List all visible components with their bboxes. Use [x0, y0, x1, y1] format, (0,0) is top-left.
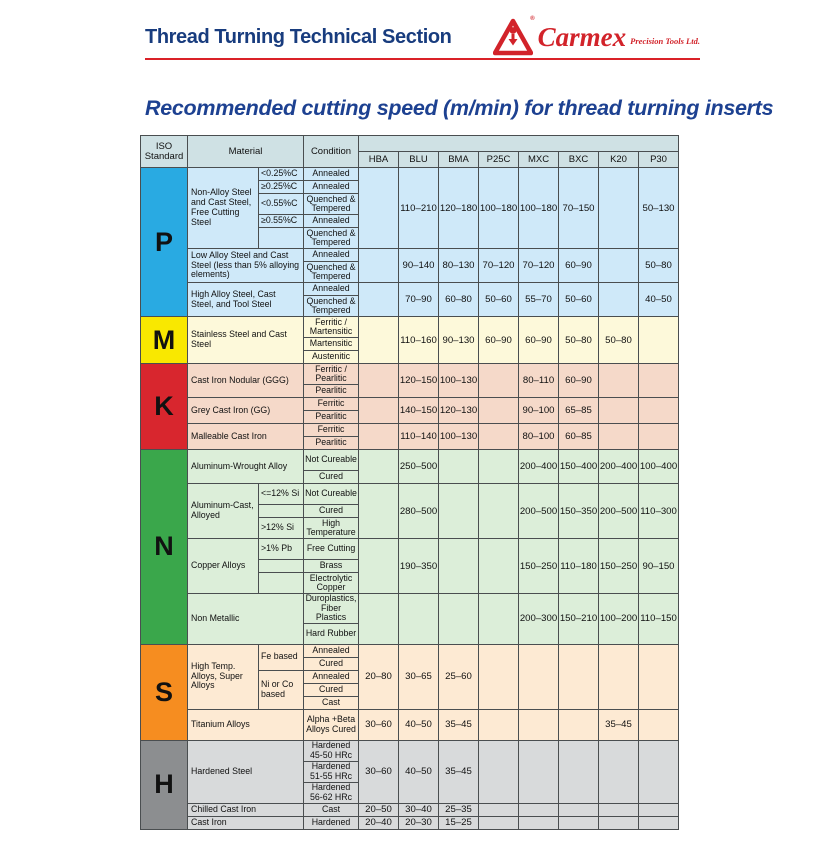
condition-cell: Not Cureable — [304, 450, 359, 471]
condition-cell: Hard Rubber — [304, 623, 359, 644]
material-cell: Copper Alloys — [188, 539, 259, 594]
value-cell: 25–60 — [439, 644, 479, 709]
value-cell — [439, 539, 479, 594]
condition-cell: Martensitic — [304, 338, 359, 351]
value-cell: 40–50 — [399, 740, 439, 803]
value-cell: 100–180 — [519, 168, 559, 249]
value-cell: 60–90 — [519, 317, 559, 364]
condition-cell: Annealed — [304, 644, 359, 657]
value-cell: 100–130 — [439, 424, 479, 450]
value-cell: 50–80 — [559, 317, 599, 364]
value-cell — [519, 816, 559, 829]
iso-letter-cell: M — [141, 317, 188, 364]
value-cell — [639, 317, 679, 364]
condition-cell: Pearlitic — [304, 437, 359, 450]
value-cell: 80–130 — [439, 249, 479, 283]
value-cell: 60–90 — [479, 317, 519, 364]
brand-suffix: Precision Tools Ltd. — [630, 36, 700, 46]
grade-header: P25C — [479, 152, 519, 168]
value-cell — [559, 803, 599, 816]
material-cell: Cast Iron Nodular (GGG) — [188, 364, 304, 398]
value-cell — [359, 594, 399, 645]
value-cell: 30–60 — [359, 709, 399, 740]
condition-cell: Annealed — [304, 168, 359, 181]
value-cell: 50–80 — [599, 317, 639, 364]
condition-cell: Ferritic — [304, 424, 359, 437]
header-divider-rule — [145, 58, 700, 60]
value-cell: 110–140 — [399, 424, 439, 450]
material-cell: High Temp. Alloys, Super Alloys — [188, 644, 259, 709]
value-cell: 60–80 — [439, 283, 479, 317]
submaterial-cell: <0.55%C — [259, 194, 304, 215]
value-cell — [359, 283, 399, 317]
value-cell: 120–150 — [399, 364, 439, 398]
condition-cell: Electrolytic Copper — [304, 573, 359, 594]
value-cell — [479, 644, 519, 709]
value-cell — [599, 364, 639, 398]
value-cell — [559, 740, 599, 803]
material-cell: Titanium Alloys — [188, 709, 304, 740]
value-cell: 100–130 — [439, 364, 479, 398]
value-cell — [479, 539, 519, 594]
value-cell: 20–30 — [399, 816, 439, 829]
value-cell — [479, 594, 519, 645]
condition-cell: Annealed — [304, 249, 359, 262]
value-cell: 120–180 — [439, 168, 479, 249]
value-cell — [639, 709, 679, 740]
value-cell: 190–350 — [399, 539, 439, 594]
value-cell: 90–100 — [519, 398, 559, 424]
value-cell: 100–400 — [639, 450, 679, 484]
condition-cell: Annealed — [304, 283, 359, 296]
condition-cell: Hardened 51-55 HRc — [304, 761, 359, 782]
value-cell: 280–500 — [399, 484, 439, 539]
value-cell: 30–60 — [359, 740, 399, 803]
material-cell: Chilled Cast Iron — [188, 803, 304, 816]
submaterial-cell: ≥0.55%C — [259, 215, 304, 228]
condition-cell: Pearlitic — [304, 411, 359, 424]
value-cell — [439, 594, 479, 645]
value-cell: 110–180 — [559, 539, 599, 594]
submaterial-cell — [259, 573, 304, 594]
iso-letter-cell: K — [141, 364, 188, 450]
material-cell: Low Alloy Steel and Cast Steel (less than 5% alloying elements) — [188, 249, 304, 283]
condition-cell: Cast — [304, 696, 359, 709]
value-cell: 35–45 — [599, 709, 639, 740]
value-cell — [359, 398, 399, 424]
iso-letter-cell: N — [141, 450, 188, 645]
material-cell: Grey Cast Iron (GG) — [188, 398, 304, 424]
value-cell — [599, 740, 639, 803]
material-cell: Hardened Steel — [188, 740, 304, 803]
page-header-title: Thread Turning Technical Section — [145, 26, 452, 48]
value-cell: 110–210 — [399, 168, 439, 249]
value-cell — [479, 803, 519, 816]
condition-cell: Austenitic — [304, 351, 359, 364]
value-cell — [599, 816, 639, 829]
value-cell — [639, 424, 679, 450]
value-cell: 150–350 — [559, 484, 599, 539]
condition-cell: High Temperature — [304, 518, 359, 539]
material-header: Material — [188, 136, 304, 168]
value-cell: 70–150 — [559, 168, 599, 249]
value-cell — [359, 317, 399, 364]
value-cell — [479, 484, 519, 539]
value-cell — [559, 709, 599, 740]
material-cell: High Alloy Steel, Cast Steel, and Tool Steel — [188, 283, 304, 317]
value-cell — [599, 644, 639, 709]
condition-cell: Quenched & Tempered — [304, 194, 359, 215]
submaterial-cell: ≥0.25%C — [259, 181, 304, 194]
condition-cell: Hardened 56-62 HRc — [304, 782, 359, 803]
value-cell: 25–35 — [439, 803, 479, 816]
value-cell: 200–400 — [519, 450, 559, 484]
submaterial-cell: >12% Si — [259, 518, 304, 539]
value-cell — [639, 364, 679, 398]
value-cell — [479, 450, 519, 484]
value-cell — [479, 424, 519, 450]
value-cell — [479, 398, 519, 424]
value-cell: 200–300 — [519, 594, 559, 645]
condition-cell: Alpha +Beta Alloys Cured — [304, 709, 359, 740]
value-cell: 20–80 — [359, 644, 399, 709]
condition-header: Condition — [304, 136, 359, 168]
value-cell: 60–90 — [559, 249, 599, 283]
condition-cell: Hardened — [304, 816, 359, 829]
condition-cell: Annealed — [304, 215, 359, 228]
value-cell: 150–210 — [559, 594, 599, 645]
value-cell: 150–400 — [559, 450, 599, 484]
condition-cell: Free Cutting — [304, 539, 359, 560]
value-cell — [359, 364, 399, 398]
submaterial-cell: Ni or Co based — [259, 670, 304, 709]
cutting-speed-table — [140, 135, 679, 830]
submaterial-cell — [259, 505, 304, 518]
value-cell: 250–500 — [399, 450, 439, 484]
value-cell: 90–150 — [639, 539, 679, 594]
grade-header: HBA — [359, 152, 399, 168]
condition-cell: Cured — [304, 657, 359, 670]
value-cell: 90–130 — [439, 317, 479, 364]
value-cell — [439, 450, 479, 484]
document-header — [145, 18, 700, 58]
grade-header: MXC — [519, 152, 559, 168]
value-cell: 60–85 — [559, 424, 599, 450]
value-cell — [399, 594, 439, 645]
condition-cell: Not Cureable — [304, 484, 359, 505]
value-cell: 15–25 — [439, 816, 479, 829]
material-cell: Aluminum-Wrought Alloy — [188, 450, 304, 484]
value-cell — [599, 283, 639, 317]
grade-header: BXC — [559, 152, 599, 168]
value-cell: 65–85 — [559, 398, 599, 424]
value-cell — [599, 424, 639, 450]
value-cell: 35–45 — [439, 709, 479, 740]
value-cell: 200–500 — [599, 484, 639, 539]
value-cell: 110–300 — [639, 484, 679, 539]
value-cell: 80–110 — [519, 364, 559, 398]
condition-cell: Brass — [304, 560, 359, 573]
value-cell — [359, 484, 399, 539]
value-cell: 110–160 — [399, 317, 439, 364]
condition-cell: Cast — [304, 803, 359, 816]
value-cell — [439, 484, 479, 539]
value-cell: 40–50 — [639, 283, 679, 317]
submaterial-cell: <0.25%C — [259, 168, 304, 181]
condition-cell: Ferritic / Pearlitic — [304, 364, 359, 385]
condition-cell: Quenched & Tempered — [304, 228, 359, 249]
value-cell — [599, 168, 639, 249]
value-cell — [359, 450, 399, 484]
value-cell: 20–50 — [359, 803, 399, 816]
value-cell — [639, 644, 679, 709]
value-cell — [639, 803, 679, 816]
material-cell: Cast Iron — [188, 816, 304, 829]
carmex-logo-icon — [493, 18, 533, 56]
condition-cell: Quenched & Tempered — [304, 262, 359, 283]
value-cell — [359, 539, 399, 594]
value-cell: 90–140 — [399, 249, 439, 283]
value-cell — [639, 740, 679, 803]
material-cell: Stainless Steel and Cast Steel — [188, 317, 304, 364]
submaterial-cell: Fe based — [259, 644, 304, 670]
value-cell: 150–250 — [519, 539, 559, 594]
value-cell — [639, 816, 679, 829]
iso-letter-cell: P — [141, 168, 188, 317]
grade-header: K20 — [599, 152, 639, 168]
iso-standard-header: ISO Standard — [141, 136, 188, 168]
value-cell — [479, 816, 519, 829]
value-cell: 150–250 — [599, 539, 639, 594]
submaterial-cell: <=12% Si — [259, 484, 304, 505]
value-cell: 55–70 — [519, 283, 559, 317]
condition-cell: Quenched & Tempered — [304, 296, 359, 317]
value-cell — [599, 803, 639, 816]
value-cell: 70–120 — [519, 249, 559, 283]
condition-cell: Ferritic / Martensitic — [304, 317, 359, 338]
value-cell — [479, 709, 519, 740]
condition-cell: Cured — [304, 505, 359, 518]
value-cell — [559, 644, 599, 709]
value-cell: 20–40 — [359, 816, 399, 829]
value-cell: 50–80 — [639, 249, 679, 283]
value-cell — [359, 424, 399, 450]
condition-cell: Annealed — [304, 670, 359, 683]
value-cell: 40–50 — [399, 709, 439, 740]
value-cell: 50–60 — [479, 283, 519, 317]
condition-cell: Annealed — [304, 181, 359, 194]
submaterial-cell — [259, 228, 304, 249]
submaterial-cell — [259, 560, 304, 573]
value-cell: 50–60 — [559, 283, 599, 317]
grades-header-spacer — [359, 136, 679, 152]
submaterial-cell: >1% Pb — [259, 539, 304, 560]
condition-cell: Ferritic — [304, 398, 359, 411]
material-cell: Aluminum-Cast, Alloyed — [188, 484, 259, 539]
value-cell — [479, 740, 519, 803]
material-cell: Malleable Cast Iron — [188, 424, 304, 450]
value-cell — [559, 816, 599, 829]
value-cell: 80–100 — [519, 424, 559, 450]
page-title: Recommended cutting speed (m/min) for thread turning inserts — [145, 96, 774, 120]
condition-cell: Cured — [304, 683, 359, 696]
value-cell — [519, 803, 559, 816]
material-cell: Non-Alloy Steel and Cast Steel, Free Cutting Steel — [188, 168, 259, 249]
material-cell: Non Metallic — [188, 594, 304, 645]
value-cell: 70–90 — [399, 283, 439, 317]
value-cell — [359, 249, 399, 283]
value-cell — [599, 398, 639, 424]
value-cell: 70–120 — [479, 249, 519, 283]
value-cell: 50–130 — [639, 168, 679, 249]
value-cell — [359, 168, 399, 249]
value-cell: 200–400 — [599, 450, 639, 484]
value-cell — [479, 364, 519, 398]
value-cell: 100–200 — [599, 594, 639, 645]
value-cell: 60–90 — [559, 364, 599, 398]
value-cell: 200–500 — [519, 484, 559, 539]
condition-cell: Hardened 45-50 HRc — [304, 740, 359, 761]
carmex-logo — [493, 18, 700, 56]
value-cell: 30–40 — [399, 803, 439, 816]
brand-name: Carmex — [537, 21, 627, 52]
condition-cell: Pearlitic — [304, 385, 359, 398]
value-cell: 110–150 — [639, 594, 679, 645]
value-cell: 35–45 — [439, 740, 479, 803]
value-cell — [519, 709, 559, 740]
value-cell: 140–150 — [399, 398, 439, 424]
iso-letter-cell: S — [141, 644, 188, 740]
value-cell — [519, 740, 559, 803]
value-cell: 120–130 — [439, 398, 479, 424]
condition-cell: Cured — [304, 471, 359, 484]
condition-cell: Duroplastics, Fiber Plastics — [304, 594, 359, 624]
grade-header: BMA — [439, 152, 479, 168]
iso-letter-cell: H — [141, 740, 188, 829]
value-cell — [599, 249, 639, 283]
value-cell: 30–65 — [399, 644, 439, 709]
value-cell: 100–180 — [479, 168, 519, 249]
value-cell — [639, 398, 679, 424]
registered-mark: ® — [530, 16, 535, 22]
grade-header: P30 — [639, 152, 679, 168]
grade-header: BLU — [399, 152, 439, 168]
value-cell — [519, 644, 559, 709]
